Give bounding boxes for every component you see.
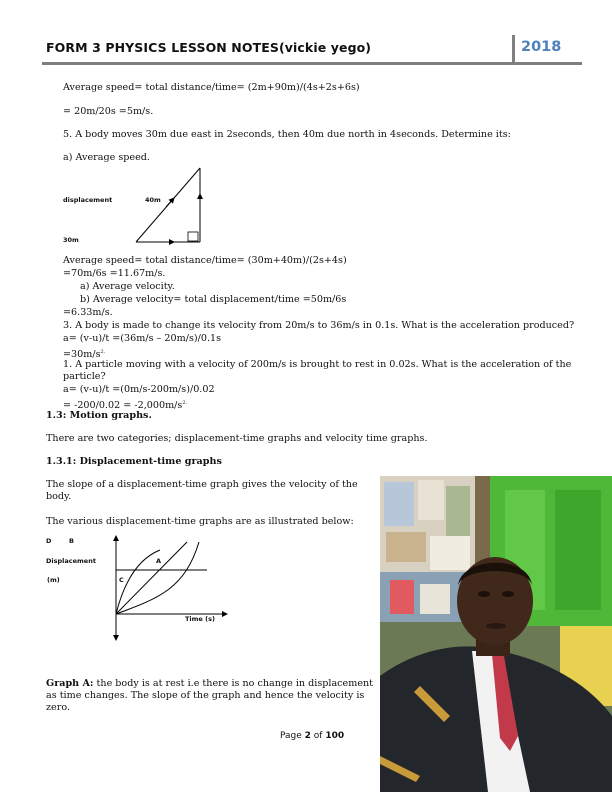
displacement-triangle-diagram <box>130 162 210 246</box>
text-paragraph: The slope of a displacement-time graph gives the velocity of the body. <box>46 479 358 502</box>
section-heading: 1.3: Motion graphs. <box>46 410 152 421</box>
text-line: a= (v-u)/t =(0m/s-200m/s)/0.02 <box>63 384 215 395</box>
text-line: = 20m/20s =5m/s. <box>63 106 154 117</box>
graph-curve-label-a: A <box>156 557 162 565</box>
superscript: 2. <box>182 400 188 406</box>
footer-total-pages: 100 <box>325 731 345 741</box>
header-separator <box>512 35 515 63</box>
text-line: a) Average velocity. <box>80 281 175 292</box>
graph-curve-c <box>116 542 199 614</box>
text-line: particle? <box>63 371 106 382</box>
graph-y-axis-unit: (m) <box>47 576 60 584</box>
text-line: There are two categories; displacement-time graphs and velocity time graphs. <box>46 433 428 444</box>
graph-curve-d <box>116 550 160 614</box>
text-line: 1. A particle moving with a velocity of 200m/s is brought to rest in 0.02s. What is the acceleration of the <box>63 359 572 370</box>
section-heading: 1.3.1: Displacement-time graphs <box>46 456 222 467</box>
text-line: 5. A body moves 30m due east in 2seconds, then 40m due north in 4seconds. Determine its: <box>63 129 511 140</box>
graph-curve-label-c: C <box>119 576 124 584</box>
text-line: a= (v-u)/t =(36m/s – 20m/s)/0.1s <box>63 333 222 344</box>
text-line: Average speed= total distance/time= (30m+40m)/(2s+4s) <box>63 255 347 266</box>
graph-line-b <box>116 542 187 614</box>
acceleration-answer: =30m/s <box>63 349 101 361</box>
text-line: =6.33m/s. <box>63 307 113 318</box>
footer-of-word: of <box>310 731 326 741</box>
page-footer <box>280 731 344 741</box>
graph-a-paragraph <box>46 678 376 714</box>
header-rule <box>42 62 582 65</box>
hypotenuse-arrow <box>166 198 174 207</box>
graph-a-text: the body is at rest i.e there is no change in displacement as time changes. The slope of the graph and hence the velocity is zero. <box>46 678 374 713</box>
text-line: Average speed= total distance/time= (2m+90m)/(4s+2s+6s) <box>63 82 360 93</box>
graph-label-b: B <box>69 537 74 545</box>
text-line: a) Average speed. <box>63 152 150 163</box>
right-angle-mark <box>188 232 198 241</box>
text-line: 3. A body is made to change its velocity from 20m/s to 36m/s in 0.1s. What is the acceleration produced? <box>63 320 575 331</box>
graph-label-d: D <box>46 537 52 545</box>
graph-y-axis-label: Displacement <box>46 557 96 565</box>
text-line: The various displacement-time graphs are as illustrated below: <box>46 516 354 527</box>
footer-page-word: Page <box>280 731 305 741</box>
triangle-40m-label: 40m <box>145 196 161 204</box>
text-line: b) Average velocity= total displacement/time =50m/6s <box>80 294 347 305</box>
footer-page-number: 2 <box>304 731 311 741</box>
triangle-30m-label: 30m <box>63 236 79 244</box>
displacement-time-graph <box>105 528 235 644</box>
graph-a-label: Graph A: <box>46 678 94 689</box>
superscript: 2. <box>100 349 106 355</box>
header-year: 2018 <box>521 39 562 55</box>
acceleration-answer: = -200/0.02 = -2,000m/s <box>63 400 183 412</box>
page-header-title: FORM 3 PHYSICS LESSON NOTES(vickie yego) <box>46 40 372 55</box>
graph-x-axis-label: Time (s) <box>185 615 215 623</box>
triangle-displacement-label: displacement <box>63 196 113 204</box>
text-line: =70m/6s =11.67m/s. <box>63 268 166 279</box>
author-photo <box>380 476 612 792</box>
